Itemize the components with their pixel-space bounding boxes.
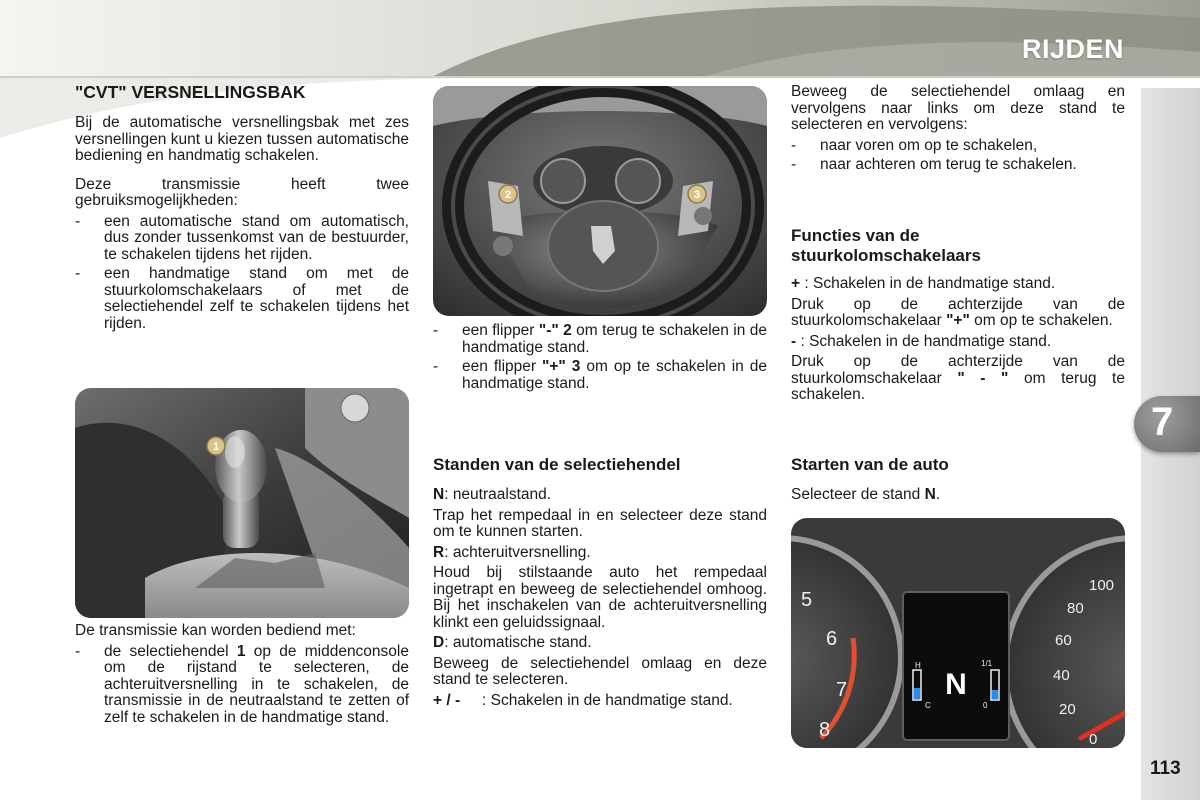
start-pre: Selecteer de stand	[791, 486, 925, 503]
flipper-minus-key: "-" 2	[538, 322, 572, 339]
n-desc: Trap het rempedaal in en selecteer deze stand om te kunnen starten.	[433, 506, 767, 540]
pm-key: + / -	[433, 691, 461, 709]
temp-cold-mark: C	[925, 701, 931, 710]
move-text: Beweeg de selectiehendel omlaag en vervolgens naar links om deze stand te selecteren en vervolgens:	[791, 83, 1125, 133]
selector-positions	[433, 487, 767, 709]
operate-post: op de middenconsole om de rijstand te selecteren, de achteruitversnelling in te schakelen, de transmissie in de neutraalstand te zetten of zelf te schakelen in de handmatige stand.	[104, 642, 409, 726]
minus-desc-post: om terug te schakelen.	[791, 369, 1125, 403]
operate-pre: de selectiehendel	[104, 642, 237, 660]
start-text	[791, 487, 1125, 504]
list-item: - de selectiehendel 1 op de middenconsole om de rijstand te selecteren, de achteruitversnelling in te schakelen, de transmissie in de neutraalstand te zetten of zelf te schakelen in de handmatige stand.	[75, 642, 409, 726]
move-forward-text: naar voren om op te schakelen,	[820, 136, 1038, 154]
operate-intro: De transmissie kan worden bediend met:	[75, 622, 356, 639]
gear-selector-photo	[75, 388, 409, 618]
functions-body	[791, 276, 1125, 408]
col1-intro	[75, 115, 409, 335]
instrument-cluster-photo	[791, 518, 1125, 748]
selector-positions-heading: Standen van de selectiehendel	[433, 455, 681, 474]
d-text: : automatische stand.	[444, 634, 592, 651]
flipper-minus-post: om terug te schakelen in de handmatige stand.	[462, 322, 767, 356]
flipper-minus-pre: een flipper	[462, 322, 539, 339]
plus-flipper-callout: 3	[693, 189, 701, 201]
list-item: - een handmatige stand om met de stuurkolomschakelaars of met de selectiehendel zelf te schakelen tijdens het rijden.	[75, 265, 409, 332]
chapter-number: 7	[1151, 400, 1174, 444]
mode-manual-text: een handmatige stand om met de stuurkolomschakelaars of met de selectiehendel zelf te schakelen tijdens het rijden.	[104, 265, 409, 332]
start-heading: Starten van de auto	[791, 455, 949, 474]
temp-hot-mark: H	[915, 661, 921, 670]
operate-item	[104, 644, 409, 727]
tacho-label-8: 8	[819, 719, 831, 741]
minus-text: : Schakelen in de handmatige stand.	[796, 332, 1052, 350]
cvt-heading: "CVT" VERSNELLINGSBAK	[75, 82, 306, 102]
page-number: 113	[1150, 758, 1181, 779]
minus-desc-key: " - "	[957, 369, 1009, 387]
minus-key: -	[791, 332, 797, 350]
d-key: D	[433, 634, 445, 651]
r-key: R	[433, 543, 445, 561]
speedo-label-0: 0	[1089, 731, 1098, 748]
n-text: : neutraalstand.	[444, 486, 552, 503]
mode-auto-text: een automatische stand om automatisch, dus zonder tussenkomst van de bestuurder, te schakelen tijdens het rijden.	[104, 212, 409, 263]
gear-lever-callout: 1	[212, 441, 220, 453]
start-key: N	[924, 486, 936, 503]
tacho-label-5: 5	[801, 589, 813, 611]
flipper-plus-key: "+" 3	[542, 358, 581, 375]
plus-desc-pre: Druk op de achterzijde van de stuurkolomschakelaar	[791, 295, 1125, 329]
speedo-label-60: 60	[1055, 632, 1072, 649]
steering-wheel-photo	[433, 86, 767, 316]
operate-num: 1	[236, 642, 246, 660]
minus-flipper-callout: 2	[504, 189, 512, 201]
minus-desc-pre: Druk op de achterzijde van de stuurkolomschakelaar	[791, 353, 1125, 387]
intro-paragraph: Bij de automatische versnellingsbak met zes versnellingen kunt u kiezen tussen automatische bediening en handmatig schakelen.	[75, 114, 409, 164]
modes-intro: Deze transmissie heeft twee gebruiksmogelijkheden:	[75, 175, 409, 209]
fuel-empty-mark: 0	[983, 701, 988, 710]
n-key: N	[433, 486, 445, 503]
col3-move	[791, 84, 1125, 177]
tacho-label-6: 6	[826, 628, 838, 650]
gear-indicator: N	[945, 668, 967, 701]
pm-text: : Schakelen in de handmatige stand.	[482, 691, 733, 709]
list-item: - naar achteren om terug te schakelen.	[791, 157, 1125, 174]
speedo-label-100: 100	[1089, 577, 1115, 594]
plus-desc-key: "+"	[946, 312, 970, 329]
list-item: - naar voren om op te schakelen,	[791, 138, 1125, 155]
functions-heading: Functies van de stuurkolomschakelaars	[791, 226, 981, 265]
r-desc: Houd bij stilstaande auto het rempedaal ingetrapt en beweeg de selectiehendel omhoog. Bij het inschakelen van de achteruitversnelling klinkt een geluidssignaal.	[433, 564, 767, 631]
flipper-list	[433, 323, 767, 395]
section-title: RIJDEN	[1021, 34, 1124, 64]
list-item: - een automatische stand om automatisch, dus zonder tussenkomst van de bestuurder, te schakelen tijdens het rijden.	[75, 212, 409, 263]
speedo-label-20: 20	[1059, 701, 1076, 718]
plus-desc-post: om op te schakelen.	[969, 312, 1113, 329]
plus-text: : Schakelen in de handmatige stand.	[800, 275, 1056, 292]
speedo-label-80: 80	[1067, 600, 1084, 617]
fuel-full-mark: 1/1	[981, 659, 993, 668]
r-text: : achteruitversnelling.	[444, 543, 591, 561]
list-item: - een flipper "-" 2 om terug te schakelen in de handmatige stand.	[433, 322, 767, 356]
pm-row	[433, 693, 767, 710]
flipper-plus-pre: een flipper	[462, 358, 543, 375]
start-post: .	[935, 486, 941, 503]
col1-operate	[75, 623, 409, 729]
d-desc: Beweeg de selectiehendel omlaag en deze stand te selecteren.	[433, 654, 767, 688]
tacho-label-7: 7	[836, 679, 848, 701]
list-item: - een flipper "+" 3 om op te schakelen in de handmatige stand.	[433, 358, 767, 392]
plus-key: +	[791, 275, 801, 292]
move-back-text: naar achteren om terug te schakelen.	[820, 156, 1077, 173]
flipper-plus-post: om op te schakelen in de handmatige stand.	[462, 358, 767, 392]
speedo-label-40: 40	[1053, 667, 1070, 684]
